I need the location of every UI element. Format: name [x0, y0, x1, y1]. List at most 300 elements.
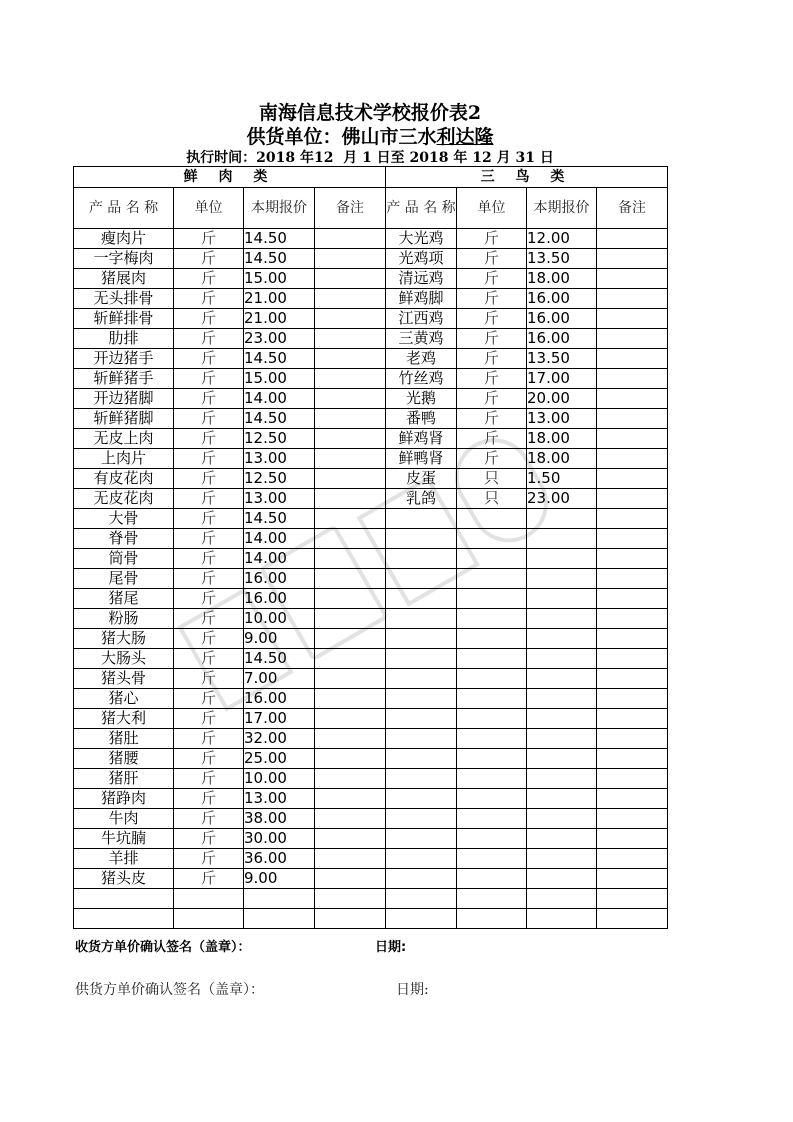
note-cell	[315, 609, 386, 629]
table-row	[74, 569, 668, 589]
price-table	[73, 166, 668, 929]
unit-cell: 斤	[457, 309, 527, 329]
price-cell	[527, 889, 597, 909]
note-cell	[597, 249, 668, 269]
note-cell	[315, 429, 386, 449]
unit-cell: 斤	[174, 729, 244, 749]
price-cell	[527, 869, 597, 889]
unit-cell: 斤	[174, 269, 244, 289]
price-cell: 13.00	[527, 409, 597, 429]
unit-cell: 斤	[174, 229, 244, 249]
unit-cell	[457, 889, 527, 909]
table-row	[74, 489, 668, 509]
price-cell: 23.00	[527, 489, 597, 509]
product-name-cell	[386, 509, 457, 529]
price-cell: 14.50	[244, 229, 315, 249]
header-name-poultry: 产 品 名 称	[386, 188, 457, 229]
price-cell: 14.50	[244, 509, 315, 529]
unit-cell: 斤	[457, 409, 527, 429]
table-row	[74, 509, 668, 529]
note-cell	[315, 329, 386, 349]
price-cell	[527, 749, 597, 769]
table-row	[74, 529, 668, 549]
supplier-name-underlined: 利达隆	[436, 126, 494, 148]
price-cell: 16.00	[527, 309, 597, 329]
price-cell: 16.00	[244, 569, 315, 589]
price-cell: 20.00	[527, 389, 597, 409]
unit-cell	[457, 849, 527, 869]
price-cell	[527, 689, 597, 709]
column-header-row	[74, 188, 668, 229]
unit-cell: 斤	[174, 289, 244, 309]
table-row	[74, 309, 668, 329]
note-cell	[597, 569, 668, 589]
price-cell	[527, 809, 597, 829]
product-name-cell: 猪踭肉	[74, 789, 174, 809]
unit-cell	[457, 749, 527, 769]
table-row	[74, 609, 668, 629]
product-name-cell	[386, 749, 457, 769]
note-cell	[597, 729, 668, 749]
price-cell: 7.00	[244, 669, 315, 689]
header-note-poultry: 备注	[597, 188, 668, 229]
note-cell	[597, 749, 668, 769]
unit-cell: 斤	[457, 349, 527, 369]
product-name-cell: 羊排	[74, 849, 174, 869]
unit-cell: 斤	[457, 249, 527, 269]
section-header-row	[74, 167, 668, 188]
price-cell	[527, 829, 597, 849]
table-row	[74, 449, 668, 469]
unit-cell: 斤	[174, 329, 244, 349]
product-name-cell: 斩鲜猪手	[74, 369, 174, 389]
unit-cell	[457, 649, 527, 669]
note-cell	[597, 589, 668, 609]
table-row	[74, 409, 668, 429]
note-cell	[315, 909, 386, 929]
product-name-cell: 斩鲜猪脚	[74, 409, 174, 429]
product-name-cell: 竹丝鸡	[386, 369, 457, 389]
table-row	[74, 709, 668, 729]
supplier-line	[0, 122, 740, 149]
unit-cell: 只	[457, 469, 527, 489]
table-row	[74, 289, 668, 309]
table-row	[74, 869, 668, 889]
note-cell	[315, 309, 386, 329]
note-cell	[315, 289, 386, 309]
product-name-cell	[386, 689, 457, 709]
price-cell: 13.00	[244, 449, 315, 469]
price-cell	[527, 589, 597, 609]
product-name-cell	[386, 869, 457, 889]
product-name-cell: 大肠头	[74, 649, 174, 669]
price-cell: 9.00	[244, 869, 315, 889]
note-cell	[597, 769, 668, 789]
table-row	[74, 429, 668, 449]
unit-cell	[457, 609, 527, 629]
note-cell	[315, 869, 386, 889]
product-name-cell	[386, 549, 457, 569]
unit-cell: 斤	[174, 569, 244, 589]
table-row	[74, 909, 668, 929]
unit-cell	[457, 549, 527, 569]
unit-cell: 斤	[174, 829, 244, 849]
note-cell	[315, 449, 386, 469]
unit-cell: 斤	[174, 769, 244, 789]
product-name-cell	[386, 629, 457, 649]
price-cell	[527, 709, 597, 729]
note-cell	[597, 409, 668, 429]
unit-cell: 斤	[174, 409, 244, 429]
product-name-cell: 番鸭	[386, 409, 457, 429]
product-name-cell: 瘦肉片	[74, 229, 174, 249]
table-row	[74, 269, 668, 289]
price-cell: 36.00	[244, 849, 315, 869]
unit-cell: 只	[457, 489, 527, 509]
table-row	[74, 549, 668, 569]
unit-cell: 斤	[174, 349, 244, 369]
unit-cell: 斤	[174, 869, 244, 889]
unit-cell: 斤	[174, 849, 244, 869]
product-name-cell	[386, 829, 457, 849]
note-cell	[597, 269, 668, 289]
supplier-prefix: 供货单位：佛山市三水	[246, 126, 437, 148]
product-name-cell	[386, 849, 457, 869]
unit-cell: 斤	[174, 389, 244, 409]
unit-cell: 斤	[457, 429, 527, 449]
price-cell	[527, 629, 597, 649]
price-cell: 21.00	[244, 309, 315, 329]
header-unit-poultry: 单位	[457, 188, 527, 229]
price-cell: 12.50	[244, 469, 315, 489]
product-name-cell: 猪肝	[74, 769, 174, 789]
price-cell	[527, 909, 597, 929]
receiver-signature-label: 收货方单价确认签名（盖章）：	[75, 940, 251, 955]
price-cell: 18.00	[527, 449, 597, 469]
product-name-cell: 江西鸡	[386, 309, 457, 329]
price-cell	[527, 509, 597, 529]
table-row	[74, 889, 668, 909]
unit-cell: 斤	[174, 369, 244, 389]
product-name-cell	[74, 909, 174, 929]
price-cell: 1.50	[527, 469, 597, 489]
note-cell	[597, 689, 668, 709]
product-name-cell: 肋排	[74, 329, 174, 349]
note-cell	[597, 889, 668, 909]
note-cell	[597, 709, 668, 729]
product-name-cell: 鲜鸭肾	[386, 449, 457, 469]
unit-cell: 斤	[174, 669, 244, 689]
unit-cell: 斤	[174, 509, 244, 529]
unit-cell	[457, 809, 527, 829]
unit-cell: 斤	[174, 789, 244, 809]
note-cell	[597, 549, 668, 569]
product-name-cell	[386, 609, 457, 629]
unit-cell: 斤	[457, 229, 527, 249]
unit-cell	[174, 909, 244, 929]
price-cell: 38.00	[244, 809, 315, 829]
note-cell	[315, 409, 386, 429]
product-name-cell	[386, 589, 457, 609]
product-name-cell: 大光鸡	[386, 229, 457, 249]
product-name-cell: 光鹅	[386, 389, 457, 409]
product-name-cell: 猪大肠	[74, 629, 174, 649]
unit-cell: 斤	[174, 249, 244, 269]
unit-cell	[457, 709, 527, 729]
product-name-cell	[386, 569, 457, 589]
price-cell: 14.00	[244, 529, 315, 549]
product-name-cell: 猪大利	[74, 709, 174, 729]
product-name-cell: 鲜鸡肾	[386, 429, 457, 449]
note-cell	[597, 629, 668, 649]
price-cell: 16.00	[527, 329, 597, 349]
price-cell	[527, 649, 597, 669]
price-cell: 23.00	[244, 329, 315, 349]
product-name-cell: 开边猪手	[74, 349, 174, 369]
price-cell: 18.00	[527, 269, 597, 289]
price-cell: 14.50	[244, 649, 315, 669]
note-cell	[597, 389, 668, 409]
unit-cell	[457, 909, 527, 929]
note-cell	[597, 489, 668, 509]
product-name-cell: 猪头骨	[74, 669, 174, 689]
note-cell	[315, 649, 386, 669]
price-cell	[527, 849, 597, 869]
note-cell	[597, 369, 668, 389]
product-name-cell: 鲜鸡脚	[386, 289, 457, 309]
unit-cell	[457, 869, 527, 889]
table-row	[74, 849, 668, 869]
price-cell: 10.00	[244, 609, 315, 629]
product-name-cell: 猪尾	[74, 589, 174, 609]
product-name-cell: 牛肉	[74, 809, 174, 829]
product-name-cell: 开边猪脚	[74, 389, 174, 409]
header-name-meat: 产 品 名 称	[74, 188, 174, 229]
note-cell	[597, 789, 668, 809]
price-cell: 16.00	[527, 289, 597, 309]
unit-cell: 斤	[174, 489, 244, 509]
unit-cell: 斤	[174, 749, 244, 769]
product-name-cell: 一字梅肉	[74, 249, 174, 269]
table-row	[74, 789, 668, 809]
product-name-cell: 乳鸽	[386, 489, 457, 509]
product-name-cell	[386, 789, 457, 809]
note-cell	[315, 549, 386, 569]
product-name-cell: 老鸡	[386, 349, 457, 369]
note-cell	[597, 349, 668, 369]
unit-cell: 斤	[174, 609, 244, 629]
unit-cell	[457, 829, 527, 849]
product-name-cell: 猪肚	[74, 729, 174, 749]
unit-cell	[457, 769, 527, 789]
note-cell	[315, 709, 386, 729]
note-cell	[315, 469, 386, 489]
product-name-cell: 三黄鸡	[386, 329, 457, 349]
note-cell	[315, 489, 386, 509]
product-name-cell	[386, 709, 457, 729]
unit-cell: 斤	[174, 709, 244, 729]
product-name-cell: 猪头皮	[74, 869, 174, 889]
header-price-poultry: 本期报价	[527, 188, 597, 229]
note-cell	[315, 889, 386, 909]
product-name-cell: 粉肠	[74, 609, 174, 629]
unit-cell: 斤	[174, 429, 244, 449]
note-cell	[597, 529, 668, 549]
table-row	[74, 649, 668, 669]
unit-cell	[457, 509, 527, 529]
section-meat: 鲜 肉 类	[74, 167, 386, 188]
supplier-date-label: 日期:	[396, 982, 429, 998]
product-name-cell	[386, 669, 457, 689]
note-cell	[597, 649, 668, 669]
table-row	[74, 669, 668, 689]
price-cell	[527, 609, 597, 629]
note-cell	[315, 349, 386, 369]
price-cell	[527, 729, 597, 749]
unit-cell	[457, 569, 527, 589]
note-cell	[597, 509, 668, 529]
price-cell	[527, 769, 597, 789]
note-cell	[315, 589, 386, 609]
product-name-cell: 脊骨	[74, 529, 174, 549]
price-cell: 12.00	[527, 229, 597, 249]
unit-cell: 斤	[174, 549, 244, 569]
supplier-signature-label: 供货方单价确认签名（盖章）：	[75, 982, 264, 998]
note-cell	[597, 829, 668, 849]
table-row	[74, 769, 668, 789]
section-poultry: 三 鸟 类	[386, 167, 668, 188]
note-cell	[315, 229, 386, 249]
unit-cell: 斤	[174, 449, 244, 469]
note-cell	[315, 269, 386, 289]
product-name-cell: 筒骨	[74, 549, 174, 569]
unit-cell: 斤	[174, 309, 244, 329]
price-cell: 32.00	[244, 729, 315, 749]
note-cell	[315, 249, 386, 269]
price-cell	[244, 889, 315, 909]
product-name-cell: 猪心	[74, 689, 174, 709]
note-cell	[315, 529, 386, 549]
product-name-cell: 大骨	[74, 509, 174, 529]
unit-cell: 斤	[174, 589, 244, 609]
product-name-cell: 光鸡项	[386, 249, 457, 269]
price-cell	[527, 529, 597, 549]
price-cell: 13.00	[244, 789, 315, 809]
note-cell	[315, 789, 386, 809]
product-name-cell	[386, 649, 457, 669]
note-cell	[315, 669, 386, 689]
receiver-date-label: 日期:	[375, 940, 407, 955]
price-cell: 14.00	[244, 549, 315, 569]
table-row	[74, 469, 668, 489]
note-cell	[597, 849, 668, 869]
table-row	[74, 809, 668, 829]
table-row	[74, 689, 668, 709]
unit-cell: 斤	[174, 629, 244, 649]
product-name-cell: 无皮花肉	[74, 489, 174, 509]
note-cell	[315, 569, 386, 589]
note-cell	[315, 689, 386, 709]
price-cell	[244, 909, 315, 929]
table-row	[74, 369, 668, 389]
unit-cell	[457, 669, 527, 689]
unit-cell	[457, 629, 527, 649]
note-cell	[597, 809, 668, 829]
price-cell: 9.00	[244, 629, 315, 649]
table-row	[74, 389, 668, 409]
product-name-cell	[74, 889, 174, 909]
unit-cell: 斤	[174, 649, 244, 669]
price-cell: 18.00	[527, 429, 597, 449]
unit-cell	[457, 529, 527, 549]
header-unit-meat: 单位	[174, 188, 244, 229]
price-cell	[527, 789, 597, 809]
unit-cell	[457, 689, 527, 709]
unit-cell: 斤	[457, 269, 527, 289]
unit-cell	[457, 789, 527, 809]
table-row	[74, 589, 668, 609]
price-cell: 14.50	[244, 409, 315, 429]
table-row	[74, 749, 668, 769]
header-price-meat: 本期报价	[244, 188, 315, 229]
note-cell	[597, 909, 668, 929]
product-name-cell: 无头排骨	[74, 289, 174, 309]
table-row	[74, 249, 668, 269]
note-cell	[315, 389, 386, 409]
price-cell: 14.50	[244, 349, 315, 369]
unit-cell: 斤	[457, 369, 527, 389]
note-cell	[597, 289, 668, 309]
note-cell	[597, 869, 668, 889]
unit-cell	[174, 889, 244, 909]
product-name-cell: 猪展肉	[74, 269, 174, 289]
price-cell: 13.00	[244, 489, 315, 509]
product-name-cell: 猪腰	[74, 749, 174, 769]
product-name-cell	[386, 729, 457, 749]
product-name-cell	[386, 889, 457, 909]
price-cell: 25.00	[244, 749, 315, 769]
price-table-body	[74, 167, 668, 929]
note-cell	[597, 469, 668, 489]
execution-period: 执行时间：2018 年12 月 1 日至 2018 年 12 月 31 日	[186, 150, 554, 166]
price-cell: 13.50	[527, 249, 597, 269]
note-cell	[315, 769, 386, 789]
product-name-cell: 斩鲜排骨	[74, 309, 174, 329]
product-name-cell: 清远鸡	[386, 269, 457, 289]
note-cell	[315, 829, 386, 849]
note-cell	[315, 849, 386, 869]
note-cell	[315, 729, 386, 749]
table-row	[74, 829, 668, 849]
note-cell	[597, 669, 668, 689]
product-name-cell	[386, 529, 457, 549]
product-name-cell: 无皮上肉	[74, 429, 174, 449]
note-cell	[315, 369, 386, 389]
table-row	[74, 729, 668, 749]
table-row	[74, 329, 668, 349]
price-cell	[527, 549, 597, 569]
note-cell	[315, 629, 386, 649]
price-cell: 21.00	[244, 289, 315, 309]
note-cell	[597, 229, 668, 249]
report-title: 南海信息技术学校报价表2	[258, 102, 482, 124]
unit-cell	[457, 589, 527, 609]
note-cell	[597, 309, 668, 329]
note-cell	[597, 329, 668, 349]
price-cell: 16.00	[244, 689, 315, 709]
product-name-cell: 尾骨	[74, 569, 174, 589]
price-cell: 14.50	[244, 249, 315, 269]
